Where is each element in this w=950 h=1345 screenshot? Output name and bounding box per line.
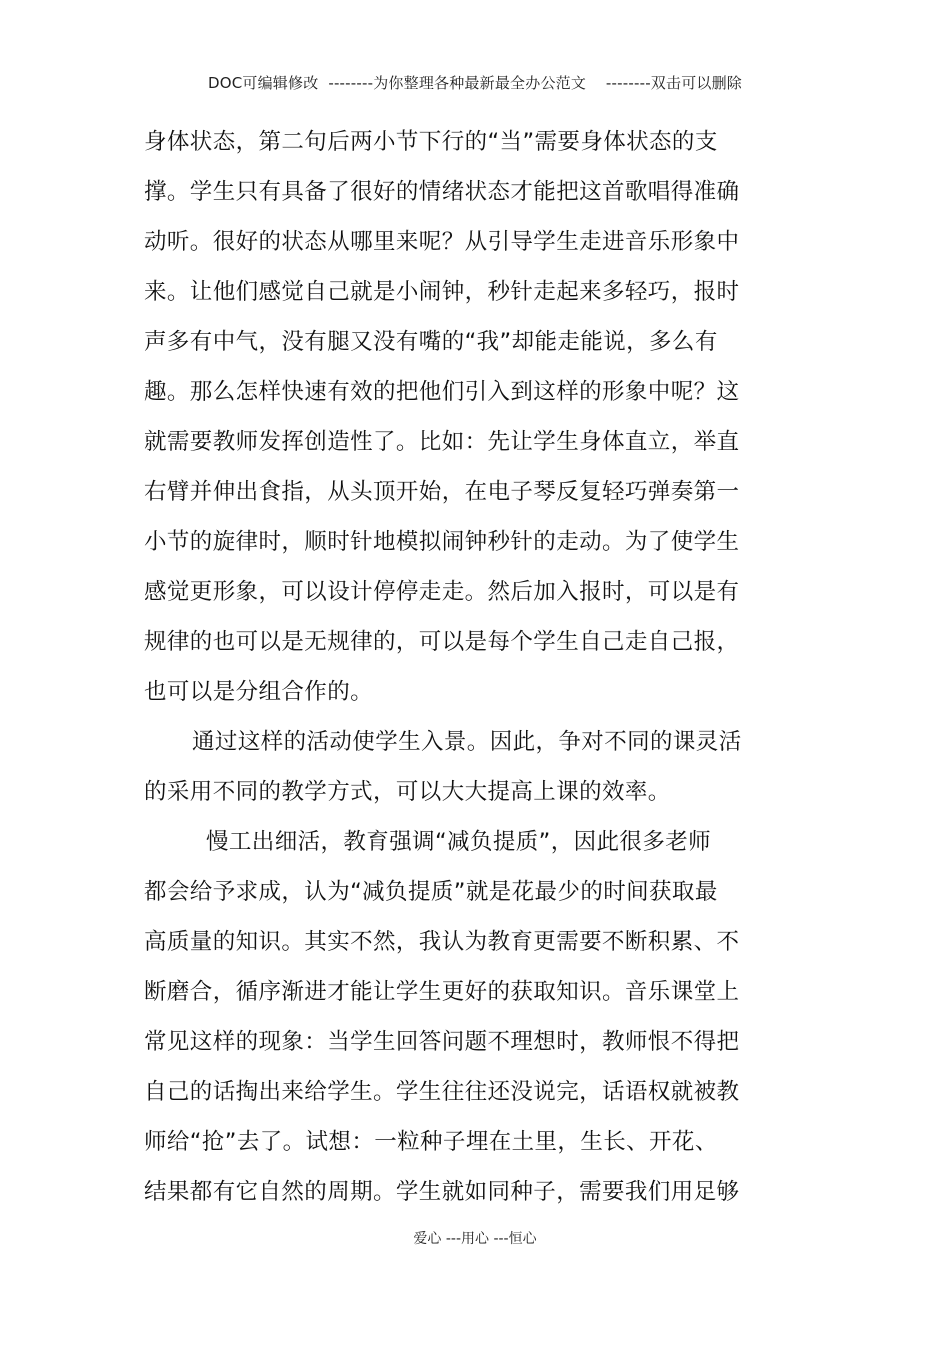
- text-line: 身体状态，第二句后两小节下行的“当”需要身体状态的支: [144, 129, 718, 155]
- text-line: 声多有中气，没有腿又没有嘴的“我”却能走能说，多么有: [144, 329, 718, 355]
- text-line: 就需要教师发挥创造性了。比如：先让学生身体直立，举直: [144, 429, 740, 455]
- text-line: 高质量的知识。其实不然，我认为教育更需要不断积累、不: [144, 929, 740, 955]
- text-line: 感觉更形象，可以设计停停走走。然后加入报时，可以是有: [144, 579, 740, 605]
- text-line: 断磨合，循序渐进才能让学生更好的获取知识。音乐课堂上: [144, 979, 740, 1005]
- text-line: 自己的话掏出来给学生。学生往往还没说完，话语权就被教: [144, 1079, 740, 1105]
- text-line: 来。让他们感觉自己就是小闹钟，秒针走起来多轻巧，报时: [144, 279, 740, 305]
- text-line: 动听。很好的状态从哪里来呢？从引导学生走进音乐形象中: [144, 229, 740, 255]
- text-line: 的采用不同的教学方式，可以大大提高上课的效率。: [144, 779, 671, 805]
- text-line: 师给“抢”去了。试想：一粒种子埋在土里，生长、开花、: [144, 1129, 718, 1155]
- text-line: 趣。那么怎样快速有效的把他们引入到这样的形象中呢？这: [144, 379, 740, 405]
- text-line: 都会给予求成，认为“减负提质”就是花最少的时间获取最: [144, 879, 718, 905]
- text-line: 小节的旋律时，顺时针地模拟闹钟秒针的走动。为了使学生: [144, 529, 740, 555]
- text-line: 规律的也可以是无规律的，可以是每个学生自己走自己报，: [144, 629, 740, 655]
- document-body: [144, 117, 744, 1217]
- text-line: 也可以是分组合作的。: [144, 679, 374, 705]
- paragraph-start-line: 通过这样的活动使学生入景。因此，争对不同的课灵活: [192, 729, 742, 755]
- text-line: 右臂并伸出食指，从头顶开始，在电子琴反复轻巧弹奏第一: [144, 479, 740, 505]
- text-line: 常见这样的现象：当学生回答问题不理想时，教师恨不得把: [144, 1029, 740, 1055]
- paragraph-start-line: 慢工出细活，教育强调“减负提质”，因此很多老师: [206, 829, 712, 855]
- page-footer: 爱心 ---用心 ---恒心: [413, 1231, 537, 1247]
- page-header: DOC可编辑修改 --------为你整理各种最新最全办公范文 --------双击可以删除: [207, 74, 743, 92]
- text-line: 结果都有它自然的周期。学生就如同种子，需要我们用足够: [144, 1179, 740, 1205]
- text-line: 撑。学生只有具备了很好的情绪状态才能把这首歌唱得准确: [144, 179, 740, 205]
